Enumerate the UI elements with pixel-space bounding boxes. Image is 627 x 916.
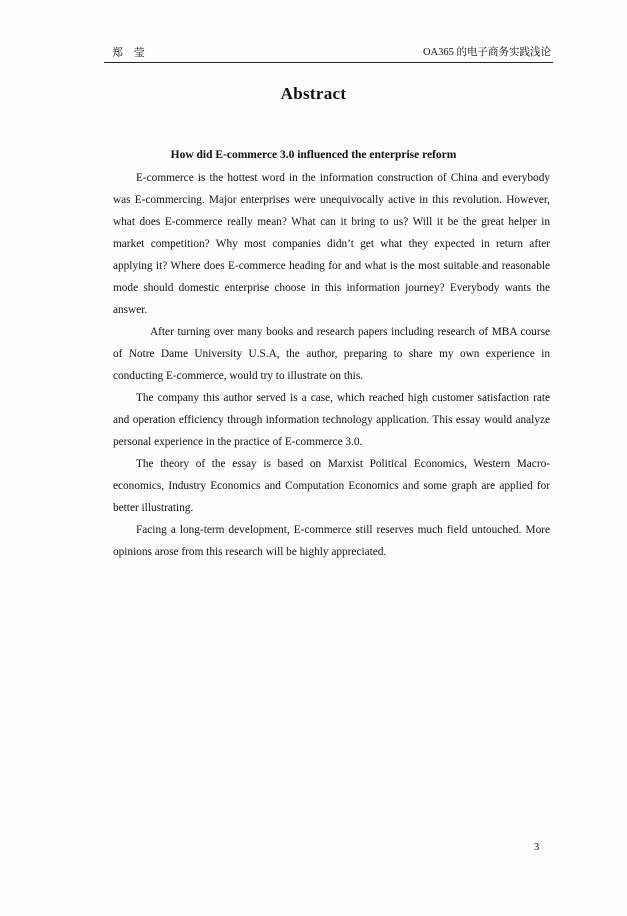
header-running-title: OA365 的电子商务实践浅论 xyxy=(422,47,551,58)
abstract-subtitle: How did E-commerce 3.0 influenced the enterprise reform xyxy=(170,149,457,161)
paragraph: Facing a long-term development, E-commerce still reserves much field untouched. More opinions arose from this research will be highly appreciated. xyxy=(113,524,550,558)
header-author: 郑 莹 xyxy=(112,47,149,59)
paragraph: The company this author served is a case, which reached high customer satisfaction rate and operation efficiency through information technology application. This essay would analyze personal experience in the practice of E-commerce 3.0. xyxy=(113,392,550,448)
paragraph: After turning over many books and research papers including research of MBA course of Notre Dame University U.S.A, the author, preparing to share my own experience in conducting E-commerce, would try to illustrate on this. xyxy=(113,326,550,382)
page-number: 3 xyxy=(534,842,540,853)
page-header xyxy=(104,40,553,63)
paragraph: E-commerce is the hottest word in the information construction of China and everybody was E-commercing. Major enterprises were unequivocally active in this revolution. However, what does E-commerce really mean? What can it bring to us? Will it be the great helper in market competition? Why most companies didn’t get what they expected in return after applying it? Where does E-commerce heading for and what is the most suitable and reasonable mode should domestic enterprise choose in this information journey? Everybody wants the answer. xyxy=(113,172,550,316)
abstract-title: Abstract xyxy=(280,84,347,103)
paragraph: The theory of the essay is based on Marxist Political Economics, Western Macro-economics, Industry Economics and Computation Economics and some graph are applied for better illustrating. xyxy=(113,458,550,514)
abstract-body xyxy=(113,167,550,563)
